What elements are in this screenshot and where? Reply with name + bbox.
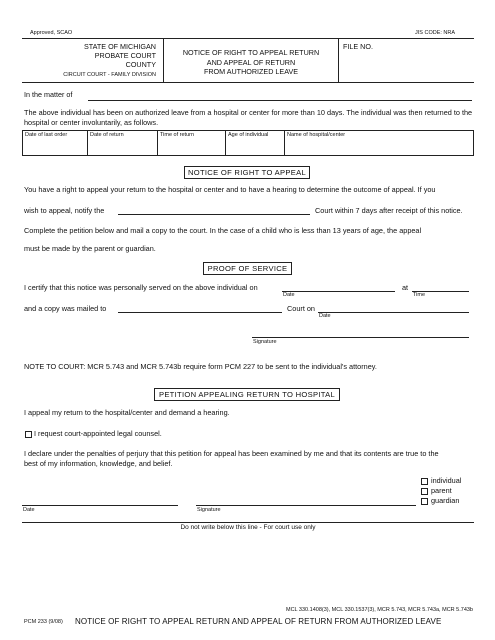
- jis-code-label: JIS CODE: NRA: [415, 30, 456, 36]
- notice-line-3: Complete the petition below and mail a copy to the court. In the case of a child who is less than 13 years of age, the appeal: [24, 226, 422, 235]
- header-top-rule: [22, 38, 474, 39]
- form-title-line-3: FROM AUTHORIZED LEAVE: [203, 67, 299, 76]
- court-use-divider: [22, 522, 474, 523]
- col-date-last-order: Date of last order: [25, 132, 68, 138]
- note-to-court: NOTE TO COURT: MCR 5.743 and MCR 5.743b require form PCM 227 to be sent to the individual's attorney.: [24, 362, 377, 371]
- proof-signature-line[interactable]: [252, 337, 469, 338]
- declare-line-2: best of my information, knowledge, and belief.: [24, 459, 173, 468]
- petition-section-title: PETITION APPEALING RETURN TO HOSPITAL: [154, 388, 340, 401]
- court-use-label: Do not write below this line - For court use only: [180, 524, 316, 531]
- matter-label: In the matter of: [24, 90, 73, 99]
- info-table-divider-4: [284, 131, 285, 155]
- form-number: PCM 233 (9/08): [24, 619, 63, 625]
- info-table-divider-1: [87, 131, 88, 155]
- counsel-text: I request court-appointed legal counsel.: [34, 429, 162, 438]
- proof-mailed-text: and a copy was mailed to: [24, 304, 107, 313]
- file-no-field[interactable]: [340, 52, 472, 80]
- mailed-date-line[interactable]: [318, 312, 469, 313]
- notice-line-4: must be made by the parent or guardian.: [24, 244, 156, 253]
- guardian-checkbox[interactable]: [421, 498, 428, 505]
- info-table: [22, 130, 474, 156]
- notice-line-2-suffix: Court within 7 days after receipt of this notice.: [315, 206, 463, 215]
- info-table-divider-3: [225, 131, 226, 155]
- court-line-probate: PROBATE COURT: [94, 51, 156, 61]
- role-parent-label: parent: [431, 486, 452, 495]
- role-individual-label: individual: [431, 476, 462, 485]
- proof-certify-text: I certify that this notice was personally served on the above individual on: [24, 283, 258, 292]
- individual-checkbox[interactable]: [421, 478, 428, 485]
- col-time-return: Time of return: [160, 132, 195, 138]
- notice-section-title: NOTICE OF RIGHT TO APPEAL: [184, 166, 310, 179]
- service-time-caption: Time: [413, 292, 426, 298]
- petition-date-line[interactable]: [22, 505, 178, 506]
- court-name-block: [24, 42, 156, 70]
- col-age: Age of individual: [228, 132, 269, 138]
- footer-form-title: NOTICE OF RIGHT TO APPEAL RETURN AND APPEAL OF RETURN FROM AUTHORIZED LEAVE: [75, 617, 442, 626]
- approved-label: Approved, SCAO: [30, 30, 73, 36]
- court-line-county: COUNTY: [125, 60, 156, 70]
- form-title-line-1: NOTICE OF RIGHT TO APPEAL RETURN: [182, 48, 320, 57]
- proof-section-title: PROOF OF SERVICE: [203, 262, 292, 275]
- petition-signature-line[interactable]: [196, 505, 416, 506]
- petition-date-caption: Date: [23, 507, 35, 513]
- notice-line-1: You have a right to appeal your return to the hospital or center and to have a hearing to determine the outcome of appeal. If you: [24, 185, 436, 194]
- header-bottom-rule: [22, 82, 474, 83]
- court-line-state: STATE OF MICHIGAN: [83, 42, 156, 51]
- division-label: CIRCUIT COURT - FAMILY DIVISION: [63, 72, 156, 78]
- service-date-caption: Date: [283, 292, 295, 298]
- proof-signature-caption: Signature: [253, 339, 277, 345]
- notice-line-2-prefix: wish to appeal, notify the: [24, 206, 105, 215]
- proof-at-label: at: [402, 283, 409, 292]
- mailed-to-line[interactable]: [118, 312, 282, 313]
- petition-appeal-text: I appeal my return to the hospital/center and demand a hearing.: [24, 408, 230, 417]
- declare-line-1: I declare under the penalties of perjury that this petition for appeal has been examined by me and that its contents are true to the: [24, 449, 439, 458]
- col-date-return: Date of return: [90, 132, 124, 138]
- file-no-label: FILE NO.: [343, 42, 373, 51]
- service-date-line[interactable]: [282, 291, 395, 292]
- info-table-divider-2: [157, 131, 158, 155]
- court-name-field-line[interactable]: [118, 214, 310, 215]
- header-divider-right: [338, 38, 339, 82]
- col-hospital-name: Name of hospital/center: [287, 132, 346, 138]
- intro-text: The above individual has been on authorized leave from a hospital or center for more than 10 days. The individual was then returned to the hospital or center involuntarily, as follows.: [24, 108, 473, 127]
- counsel-checkbox[interactable]: [25, 431, 32, 438]
- petition-signature-caption: Signature: [197, 507, 221, 513]
- matter-field-line[interactable]: [88, 100, 472, 101]
- form-title-line-2: AND APPEAL OF RETURN: [206, 57, 296, 67]
- form-title-block: [164, 48, 338, 77]
- mcl-references: MCL 330.1408(3), MCL 330.1537(3), MCR 5.743, MCR 5.743a, MCR 5.743b: [286, 607, 473, 613]
- proof-court-on-label: Court on: [287, 304, 315, 313]
- mailed-date-caption: Date: [319, 313, 331, 319]
- role-guardian-label: guardian: [431, 496, 460, 505]
- parent-checkbox[interactable]: [421, 488, 428, 495]
